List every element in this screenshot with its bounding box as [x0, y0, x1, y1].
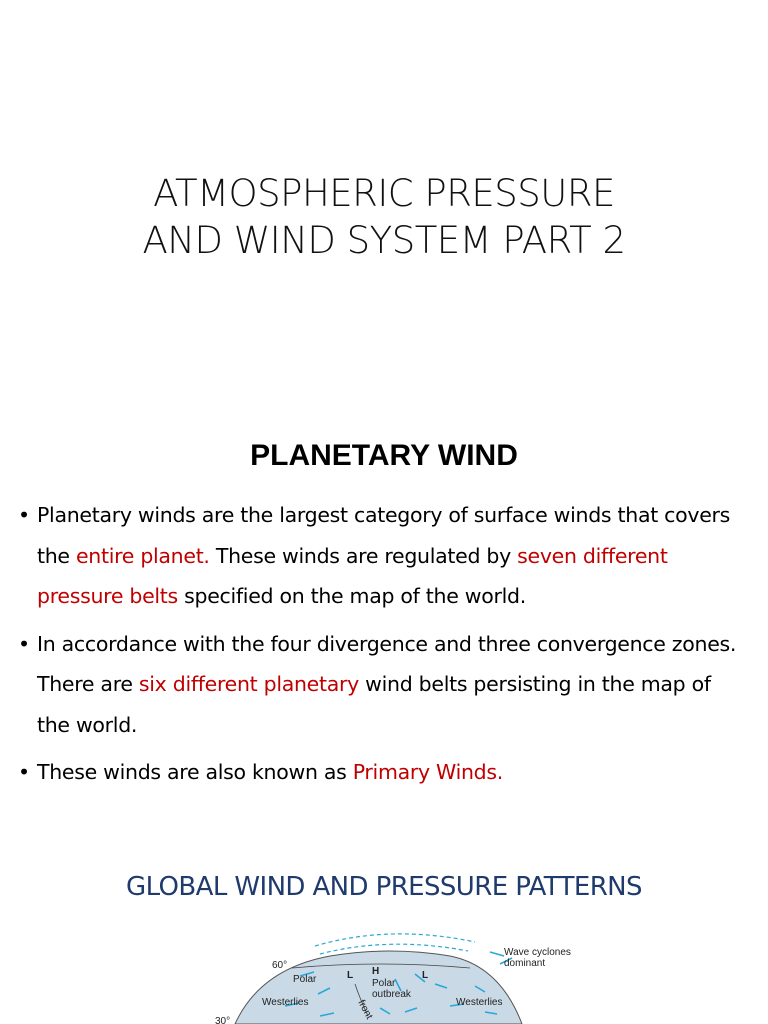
slide-title-line-1: ATMOSPHERIC PRESSURE	[153, 172, 615, 215]
bullet-item	[18, 495, 743, 617]
global-wind-diagram	[200, 924, 600, 1024]
wind-arrow	[490, 952, 504, 956]
bullet-item	[18, 624, 743, 746]
bullet-text: These winds are regulated by	[209, 543, 518, 568]
bullet-text: wind belts persisting in the map of the world.	[37, 672, 711, 737]
highlighted-text: seven different pressure belts	[37, 543, 668, 608]
westerlies-left-label: Westerlies	[262, 997, 309, 1008]
latitude-30-label: 30°	[215, 1016, 231, 1024]
wave-cyclones-label-2: dominant	[504, 958, 546, 969]
slide-title	[0, 170, 768, 264]
bullet-marker: •	[18, 503, 30, 527]
highlighted-text: six different planetary	[138, 672, 359, 696]
polar-label: Polar	[293, 974, 317, 985]
bullet-text: specified on the map of the world.	[177, 584, 526, 608]
bullet-text: In accordance with the four divergence and three convergence zones. There are	[37, 631, 737, 696]
low-pressure-right-label: L	[422, 970, 429, 981]
polar-outbreak-label-2: outbreak	[372, 989, 411, 1000]
bullet-list	[18, 495, 743, 800]
bullet-marker: •	[18, 760, 30, 784]
bullet-marker: •	[18, 631, 30, 656]
bullet-text: These winds are also known as	[37, 760, 353, 784]
westerlies-right-label: Westerlies	[456, 997, 503, 1008]
highlighted-text: Primary Winds.	[352, 760, 503, 784]
bullet-text: Planetary winds are the largest category of surface winds that covers the	[37, 503, 731, 568]
diagram-heading: GLOBAL WIND AND PRESSURE PATTERNS	[126, 872, 642, 902]
highlighted-text: entire planet.	[75, 543, 210, 568]
wave-cyclones-label-1: Wave cyclones	[504, 947, 571, 958]
front-label: front	[355, 998, 375, 1022]
high-pressure-label: H	[372, 966, 380, 977]
upper-flow-arc	[315, 934, 475, 946]
section-heading: PLANETARY WIND	[250, 439, 518, 472]
low-pressure-left-label: L	[347, 970, 354, 981]
slide-title-line-2: AND WIND SYSTEM PART 2	[142, 219, 626, 262]
latitude-60-label: 60°	[272, 960, 288, 971]
bullet-item	[18, 752, 743, 793]
global-wind-diagram-svg	[200, 924, 600, 1024]
polar-outbreak-label-1: Polar	[372, 978, 396, 989]
